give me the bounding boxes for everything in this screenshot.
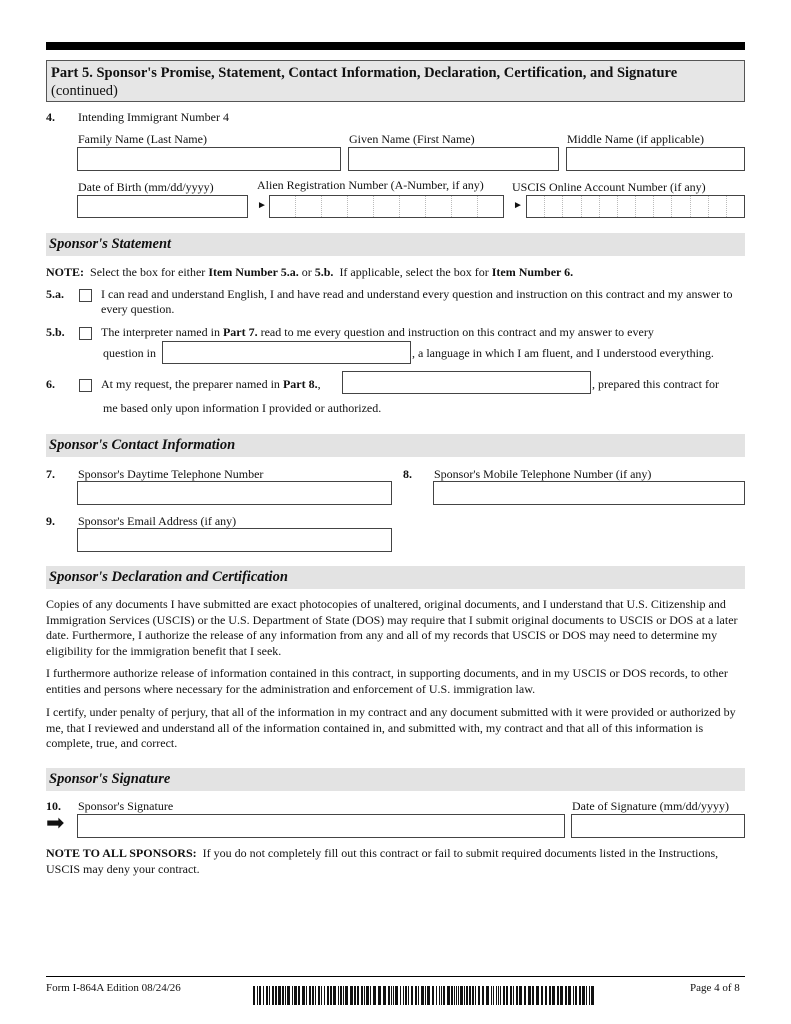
daytime-phone-field[interactable] [77, 481, 392, 505]
item-6-text-end: me based only upon information I provided or authorized. [103, 401, 382, 415]
a-number-field[interactable] [269, 195, 504, 218]
part-header [46, 60, 745, 102]
footer-page-number: Page 4 of 8 [690, 982, 740, 994]
item-8-number: 8. [403, 467, 412, 481]
item-4-number: 4. [46, 110, 55, 124]
middle-name-label: Middle Name (if applicable) [567, 132, 704, 146]
part-continued: (continued) [51, 83, 118, 99]
item-9-number: 9. [46, 514, 55, 528]
signature-date-label: Date of Signature (mm/dd/yyyy) [572, 799, 729, 813]
a-number-label: Alien Registration Number (A-Number, if any) [257, 178, 484, 192]
signature-note: NOTE TO ALL SPONSORS: If you do not completely fill out this contract or fail to submit required documents listed in the Instructions, USCIS may deny your contract. [46, 846, 719, 876]
top-rule [46, 42, 745, 50]
family-name-label: Family Name (Last Name) [78, 132, 207, 146]
item-5a-text: I can read and understand English, I and have read and understand every question and instruction on this contract and my answer to every question. [101, 287, 733, 316]
preparer-name-field[interactable] [342, 371, 591, 394]
declaration-paragraph-3: I certify, under penalty of perjury, that all of the information in my contract and any document submitted with it were provided or authorized by me, that I reviewed and understand all of the information contained in, and submitted with, my contract and that all of this information is complete, true, and correct. [46, 705, 736, 750]
uscis-account-arrow-icon: ► [513, 200, 523, 211]
item-6-text-mid: , prepared this contract for [592, 377, 719, 391]
uscis-account-field[interactable] [526, 195, 745, 218]
interpreter-language-field[interactable] [162, 341, 411, 364]
section-sponsor-contact: Sponsor's Contact Information [46, 434, 745, 457]
item-7-number: 7. [46, 467, 55, 481]
footer-rule [46, 976, 745, 977]
item-5b-checkbox[interactable] [79, 327, 92, 340]
section-sponsor-signature: Sponsor's Signature [46, 768, 745, 791]
item-6-checkbox[interactable] [79, 379, 92, 392]
section-sponsor-declaration: Sponsor's Declaration and Certification [46, 566, 745, 589]
email-field[interactable] [77, 528, 392, 552]
signature-date-field[interactable] [571, 814, 745, 838]
part-title: Part 5. Sponsor's Promise, Statement, Contact Information, Declaration, Certification, and Signature [51, 65, 678, 81]
item-4-heading: Intending Immigrant Number 4 [78, 110, 229, 124]
item-5b-text: The interpreter named in Part 7. read to me every question and instruction on this contract and my answer to every [101, 325, 654, 339]
dob-field[interactable] [77, 195, 248, 218]
item-6-text: At my request, the preparer named in Part 8., [101, 377, 321, 391]
item-5b-text-end: , a language in which I am fluent, and I understood everything. [412, 346, 714, 360]
uscis-account-label: USCIS Online Account Number (if any) [512, 180, 706, 194]
a-number-arrow-icon: ► [257, 200, 267, 211]
item-5a-checkbox[interactable] [79, 289, 92, 302]
declaration-paragraph-2: I furthermore authorize release of information contained in this contract, in supporting documents, and in my USCIS or DOS records, to other entities and persons where necessary for the administration and enforcement of U.S. immigration law. [46, 666, 728, 696]
mobile-phone-field[interactable] [433, 481, 745, 505]
barcode-icon [253, 986, 595, 1005]
section-sponsor-statement: Sponsor's Statement [46, 233, 745, 256]
item-10-label: Sponsor's Signature [78, 799, 174, 813]
item-8-label: Sponsor's Mobile Telephone Number (if any) [434, 467, 652, 481]
declaration-paragraph-1: Copies of any documents I have submitted are exact photocopies of unaltered, original documents, and I understand that U.S. Citizenship and Immigration Services (USCIS) or the U.S. Department of State (DOS) may require that I submit original documents to USCIS or DOS at a later date. Furthermore, I authorize the release of any information from any and all of my records that USCIS or DOS may need to determine my eligibility for the immigration benefit that I seek. [46, 597, 738, 658]
footer-form-edition: Form I-864A Edition 08/24/26 [46, 982, 181, 994]
family-name-field[interactable] [77, 147, 341, 171]
dob-label: Date of Birth (mm/dd/yyyy) [78, 180, 214, 194]
given-name-field[interactable] [348, 147, 559, 171]
item-5a-number: 5.a. [46, 287, 64, 301]
item-7-label: Sponsor's Daytime Telephone Number [78, 467, 264, 481]
item-5b-number: 5.b. [46, 325, 65, 339]
middle-name-field[interactable] [566, 147, 745, 171]
signature-field[interactable] [77, 814, 565, 838]
statement-note: NOTE: Select the box for either Item Number 5.a. or 5.b. If applicable, select the box for Item Number 6. [46, 265, 574, 279]
signature-arrow-icon: ➡ [46, 811, 65, 836]
item-5b-question-in: question in [103, 346, 156, 360]
item-9-label: Sponsor's Email Address (if any) [78, 514, 237, 528]
item-6-number: 6. [46, 377, 55, 391]
item-10-number: 10. [46, 799, 61, 813]
given-name-label: Given Name (First Name) [349, 132, 475, 146]
